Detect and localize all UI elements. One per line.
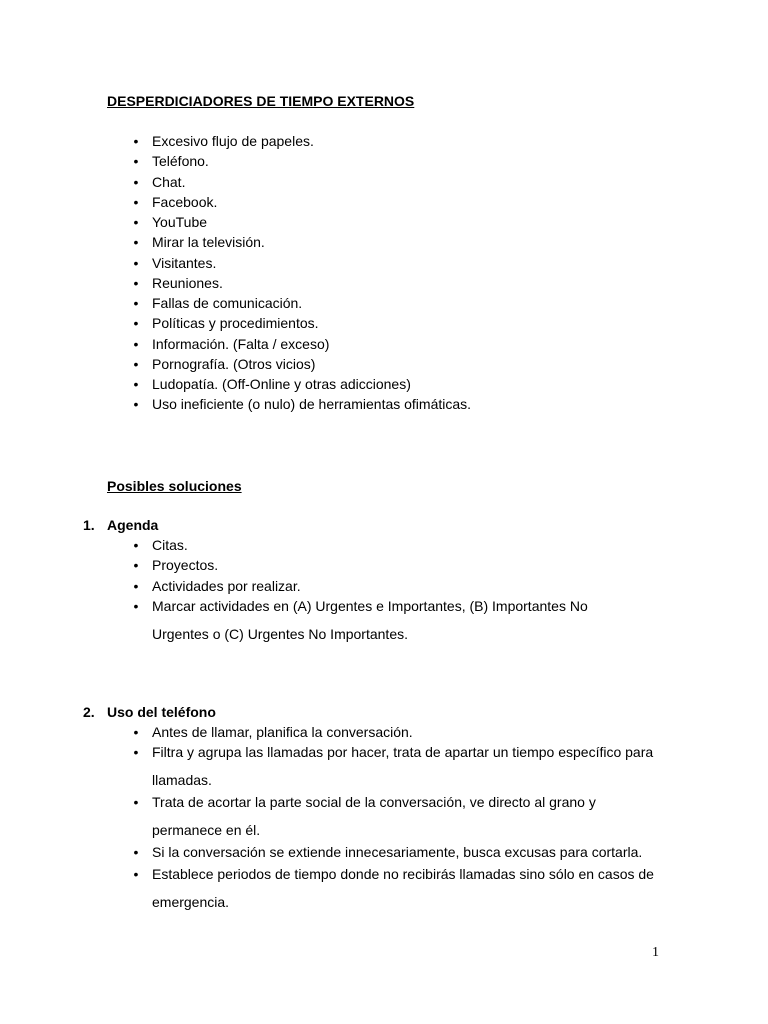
bullet-icon: • [133, 557, 139, 574]
bullet-icon: • [133, 295, 139, 311]
list-item: • Pornografía. (Otros vicios) [152, 354, 712, 374]
bullet-icon: • [133, 193, 139, 210]
list-item: • Información. (Falta / exceso) [152, 334, 712, 354]
list-item: • Fallas de comunicación. [152, 293, 712, 313]
list-item: • Si la conversación se extiende innecesariamente, busca excusas para cortarla. [152, 838, 662, 866]
list-item: • Establece periodos de tiempo donde no recibirás llamadas sino sólo en casos de emergencia. [152, 860, 662, 916]
list-item: • Filtra y agrupa las llamadas por hacer, trata de apartar un tiempo específico para llamadas. [152, 738, 662, 794]
list-item: • Uso ineficiente (o nulo) de herramientas ofimáticas. [152, 394, 712, 414]
bullet-icon: • [133, 274, 139, 291]
agenda-heading [83, 517, 158, 533]
list-item: • Teléfono. [152, 151, 712, 171]
heading-number: 1. [83, 517, 95, 533]
heading-number: 2. [83, 704, 95, 720]
bullet-icon: • [133, 724, 139, 740]
bullet-icon: • [133, 744, 139, 760]
list-item: • Chat. [152, 172, 712, 192]
bullet-icon: • [133, 234, 139, 251]
list-item: • Proyectos. [152, 555, 642, 575]
bullet-icon: • [133, 866, 139, 882]
agenda-list [133, 535, 642, 648]
bullet-icon: • [133, 844, 139, 860]
heading-label: Agenda [107, 517, 159, 533]
bullet-icon: • [133, 315, 139, 332]
list-item: • Antes de llamar, planifica la conversación. [133, 724, 413, 740]
list-item: • YouTube [152, 212, 712, 232]
bullet-icon: • [133, 173, 139, 190]
bullet-icon: • [133, 133, 139, 149]
bullet-icon: • [133, 254, 139, 271]
bullet-icon: • [133, 355, 139, 372]
list-item: • Mirar la televisión. [152, 232, 712, 252]
list-item: • Actividades por realizar. [152, 576, 642, 596]
time-wasters-list [133, 131, 712, 415]
page-number: 1 [652, 945, 659, 960]
bullet-icon: • [133, 597, 139, 614]
telefono-list [133, 722, 662, 916]
bullet-icon: • [133, 396, 139, 413]
heading-label: Uso del teléfono [107, 704, 216, 720]
list-item: • Excesivo flujo de papeles. [152, 131, 712, 151]
list-item: • Políticas y procedimientos. [152, 313, 712, 333]
telefono-heading [83, 704, 216, 720]
list-item: • Marcar actividades en (A) Urgentes e Importantes, (B) Importantes No Urgentes o (C) Urgentes No Importantes. [152, 592, 642, 648]
section-title-desperdiciadores: DESPERDICIADORES DE TIEMPO EXTERNOS [107, 93, 415, 109]
bullet-icon: • [133, 577, 139, 594]
list-item: • Reuniones. [152, 273, 712, 293]
list-item: • Trata de acortar la parte social de la conversación, ve directo al grano y permanece en él. [152, 788, 662, 844]
bullet-icon: • [133, 794, 139, 810]
list-item: • Citas. [152, 535, 642, 555]
bullet-icon: • [133, 537, 139, 553]
list-item: • Facebook. [152, 192, 712, 212]
bullet-icon: • [133, 214, 139, 230]
list-item: • Ludopatía. (Off-Online y otras adicciones) [152, 374, 712, 394]
bullet-icon: • [133, 376, 139, 392]
bullet-icon: • [133, 335, 139, 352]
list-item: • Visitantes. [152, 253, 712, 273]
bullet-icon: • [133, 153, 139, 170]
section-title-posibles-soluciones: Posibles soluciones [107, 478, 242, 494]
